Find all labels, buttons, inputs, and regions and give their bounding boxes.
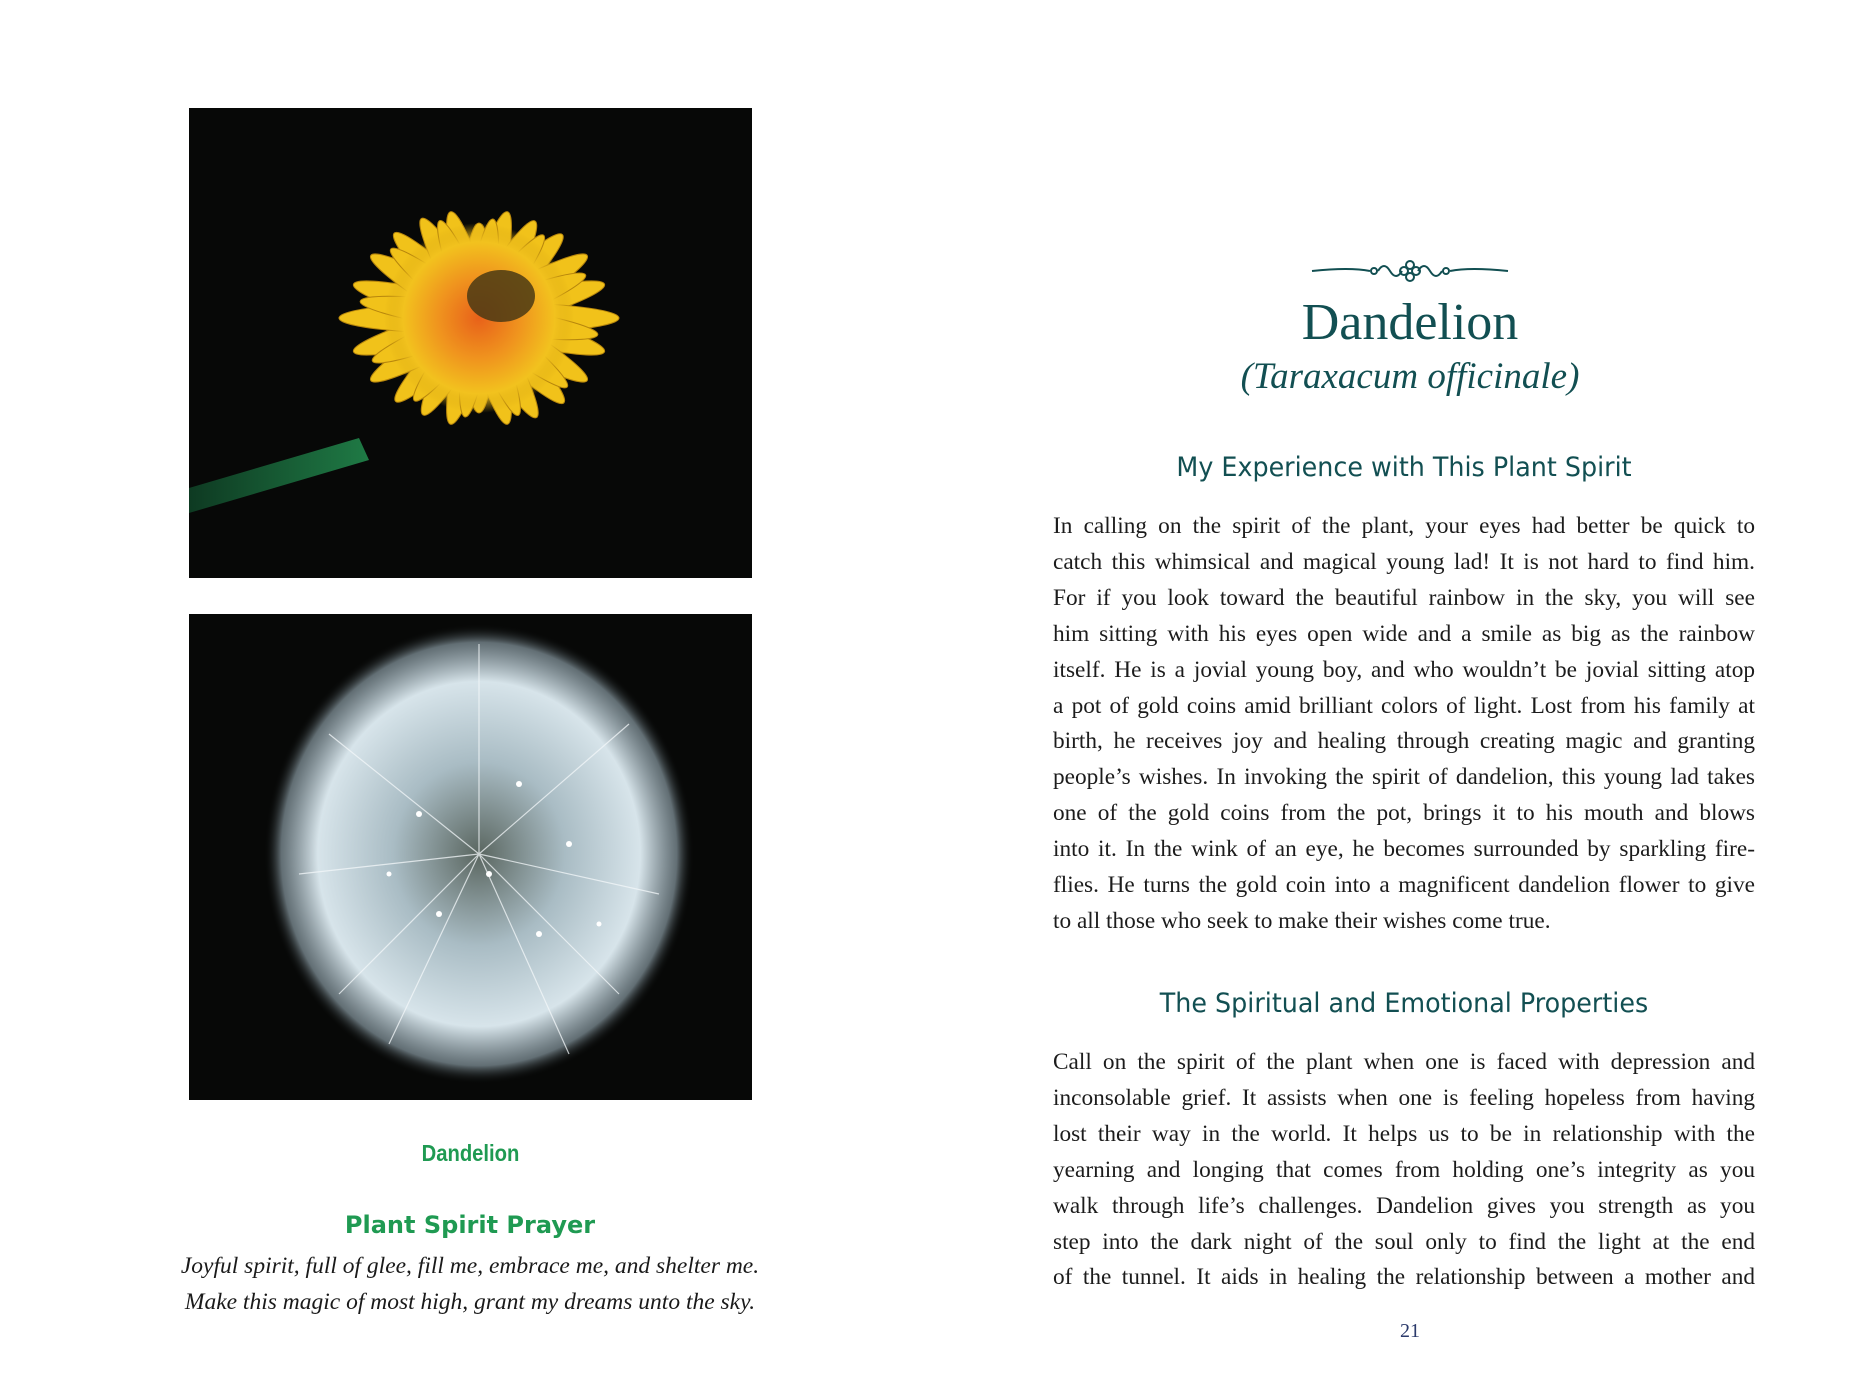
text-line: inconsolable grief. It assists when one is feeling hopeless from having [1053, 1084, 1755, 1111]
text-line: to all those who seek to make their wishes come true. [1053, 907, 1551, 934]
text-line: into it. In the wink of an eye, he becomes surrounded by sparkling fire- [1053, 836, 1755, 863]
text-line: In calling on the spirit of the plant, your eyes had better be quick to [1053, 513, 1755, 539]
text-line: itself. He is a jovial young boy, and who wouldn’t be jovial sitting atop [1053, 656, 1755, 683]
text-line: him sitting with his eyes open wide and a smile as big as the rainbow [1053, 620, 1755, 647]
text-line: birth, he receives joy and healing through creating magic and granting [1053, 728, 1755, 755]
prayer-line: Make this magic of most high, grant my dreams unto the sky. [184, 1289, 756, 1315]
text-line: For if you look toward the beautiful rainbow in the sky, you will see [1053, 584, 1755, 611]
section-body-properties [1053, 1045, 1755, 1296]
text-line: yearning and longing that comes from holding one’s integrity as you [1053, 1156, 1755, 1183]
text-line: a pot of gold coins amid brilliant colors of light. Lost from his family at [1053, 692, 1755, 719]
text-line: of the tunnel. It aids in healing the relationship between a mother and [1053, 1264, 1755, 1291]
text-line: one of the gold coins from the pot, brings it to his mouth and blows [1053, 800, 1755, 827]
dandelion-seedhead-photo [189, 614, 752, 1100]
prayer-text [160, 1248, 780, 1320]
section-body-experience [1053, 509, 1755, 940]
section-heading-experience: My Experience with This Plant Spirit [1176, 452, 1632, 483]
flourish-ornament-icon [1310, 252, 1510, 288]
text-line: flies. He turns the gold coin into a magnificent dandelion flower to give [1053, 872, 1755, 899]
text-line: lost their way in the world. It helps us to be in relationship with the [1053, 1120, 1755, 1147]
dandelion-flower-photo [189, 108, 752, 578]
prayer-title: Plant Spirit Prayer [344, 1211, 596, 1239]
flower-image-icon [189, 108, 752, 578]
photo-caption: Dandelion [421, 1140, 520, 1166]
text-line: walk through life’s challenges. Dandelion gives you strength as you [1053, 1192, 1755, 1219]
text-line: people’s wishes. In invoking the spirit of dandelion, this young lad takes [1053, 764, 1755, 791]
text-line: catch this whimsical and magical young lad! It is not hard to find him. [1053, 548, 1755, 575]
page-number: 21 [1400, 1320, 1420, 1342]
text-line: step into the dark night of the soul only to find the light at the end [1053, 1228, 1755, 1255]
section-heading-properties: The Spiritual and Emotional Properties [1159, 988, 1649, 1019]
seedhead-image-icon [189, 614, 752, 1100]
scientific-name: (Taraxacum officinale) [1240, 356, 1580, 397]
text-line: Call on the spirit of the plant when one is faced with depression and [1053, 1049, 1755, 1075]
page-title: Dandelion [1301, 294, 1519, 351]
prayer-line: Joyful spirit, full of glee, fill me, embrace me, and shelter me. [180, 1253, 760, 1279]
